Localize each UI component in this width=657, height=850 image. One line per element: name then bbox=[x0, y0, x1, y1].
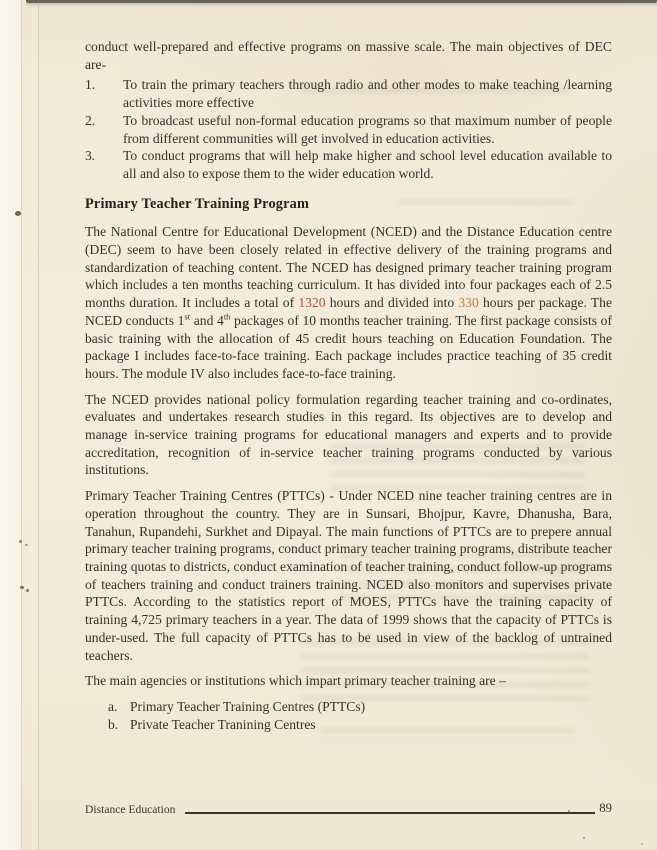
page-footer bbox=[85, 801, 612, 816]
paragraph-nced-policy: The NCED provides national policy formulation regarding teacher training and co-ordinates, evaluates and undertakes research studies in this regard. Its objectives are to develop and manage in-service training programs for educational managers and experts and to provide accreditation, recognition of in-service teacher training programs conducted by various institutions. bbox=[85, 391, 612, 478]
paragraph-pttc: Primary Teacher Training Centres (PTTCs) - Under NCED nine teacher training centres are in operation throughout the country. They are in Sunsari, Bhojpur, Kavre, Dhanusha, Bara, Tanahun, Rupandehi, Surkhet and Dipayal. The main functions of PTTCs are to prepere annual primary teacher training programs, conduct primary teacher training programs, distribute teacher training quotas to districts, conduct examination of teacher training, conduct follow-up programs of teachers training and conduct trainers training. NCED also monitors and supervises private PTTCs. According to the statistics report of MOES, PTTCs have the training capacity of training 4,725 primary teachers in a year. The data of 1999 shows that the capacity of PTTCs is under-used. The full capacity of PTTCs has to be used in view of the backlog of untrained teachers. bbox=[85, 488, 612, 663]
ink-speck bbox=[26, 589, 29, 592]
list-marker: 1. bbox=[85, 77, 96, 93]
scan-top-edge-fade bbox=[26, 3, 657, 7]
ink-speck bbox=[15, 211, 21, 216]
list-marker: 2. bbox=[85, 112, 96, 128]
list-item-text: To broadcast useful non-formal education programs so that maximum number of people from different communities will get involved in education activities. bbox=[123, 112, 612, 146]
scan-binding-crease bbox=[38, 0, 39, 850]
intro-paragraph: conduct well-prepared and effective programs on massive scale. The main objectives of DEC are- bbox=[85, 39, 612, 72]
list-marker: 3. bbox=[85, 148, 96, 164]
paragraph-agencies: The main agencies or institutions which impart primary teacher training are – bbox=[85, 673, 506, 689]
list-item bbox=[85, 76, 612, 111]
ink-speck bbox=[20, 586, 24, 589]
scan-top-edge-shadow bbox=[26, 0, 657, 3]
ink-speck bbox=[19, 540, 22, 543]
list-marker: b. bbox=[108, 716, 119, 732]
list-item-text: Private Teacher Tranining Centres bbox=[130, 716, 316, 732]
footer-rule bbox=[185, 812, 595, 814]
list-item bbox=[85, 112, 612, 147]
list-item bbox=[108, 698, 612, 716]
footer-label: Distance Education bbox=[85, 803, 176, 816]
list-item-text: To train the primary teachers through radio and other modes to make teaching /learning activities more effective bbox=[123, 77, 612, 111]
dec-objectives-list bbox=[85, 76, 612, 182]
training-agencies-list bbox=[108, 698, 612, 733]
list-marker: a. bbox=[108, 698, 118, 714]
list-item bbox=[108, 716, 612, 734]
list-item bbox=[85, 147, 612, 182]
page-body bbox=[85, 38, 612, 733]
scan-left-page-edge bbox=[0, 0, 22, 850]
page-number: 89 bbox=[599, 801, 612, 815]
ink-speck bbox=[641, 843, 643, 845]
list-item-text: To conduct programs that will help make higher and school level education available to all and also to expose them to the wider education world. bbox=[123, 148, 612, 181]
list-item-text: Primary Teacher Training Centres (PTTCs) bbox=[130, 698, 366, 714]
paragraph-nced-design: The National Centre for Educational Development (NCED) and the Distance Education centre (DEC) seem to have been closely related in effective delivery of the training programs and standardization of teaching content. The NCED has designed primary teacher training program which includes a ten months teaching curriculum. It has divided into four packages each of 2.5 months duration. It includes a total of 1320 hours and divided into 330 hours per package. The NCED conducts 1st and 4th packages of 10 months teacher training. The first package consists of basic training with the allocation of 45 credit hours teaching on Education Foundation. The package I includes face-to-face training. Each package includes practice teaching of 35 credit hours. The module IV also includes face-to-face training. bbox=[85, 224, 613, 381]
ink-speck bbox=[25, 544, 28, 546]
section-heading: Primary Teacher Training Program bbox=[85, 195, 310, 212]
ink-speck bbox=[583, 837, 585, 839]
